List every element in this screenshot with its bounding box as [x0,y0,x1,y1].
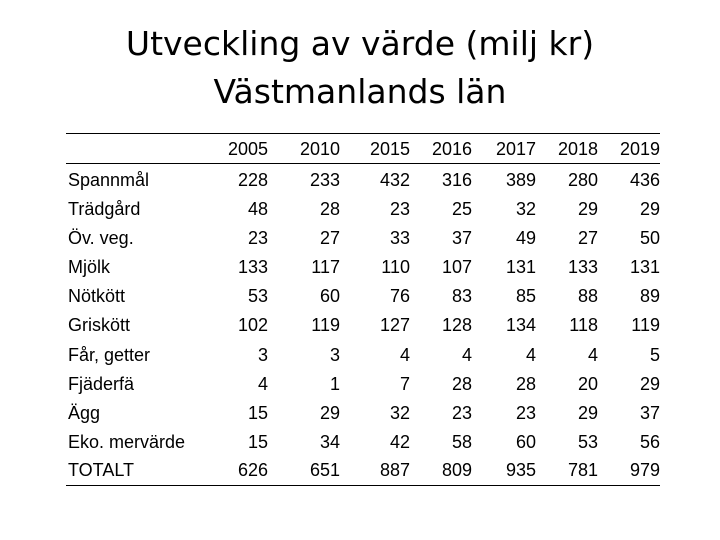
table-cell: 119 [631,315,660,335]
table-cell: 83 [451,286,472,306]
page-subtitle: Västmanlands län [213,72,507,111]
table-cell: 4 [525,345,536,365]
table-cell: 233 [309,170,340,190]
table-cell: 4 [257,374,268,394]
table-cell: 60 [319,286,340,306]
table-cell: 3 [257,345,268,365]
table-cell: 28 [451,374,472,394]
row-label: Eko. mervärde [68,432,186,452]
table-bottom-rule [66,485,660,486]
table-cell: 49 [515,228,536,248]
table-cell: 15 [247,403,268,423]
table-cell: 25 [451,199,472,219]
table-cell: 42 [389,432,410,452]
table-cell: 117 [311,257,340,277]
table-cell: 887 [379,460,410,480]
table-cell: 29 [639,374,660,394]
table-cell: 280 [567,170,598,190]
table-cell: 781 [567,460,598,480]
column-header-2017: 2017 [495,139,536,159]
table-cell: 29 [577,403,598,423]
table-cell: 23 [515,403,536,423]
table-cell: 131 [629,257,660,277]
table-cell: 128 [441,315,472,335]
column-header-2010: 2010 [299,139,340,159]
column-header-2016: 2016 [431,139,472,159]
table-cell: 27 [577,228,598,248]
table-cell: 651 [309,460,340,480]
table-cell: 60 [515,432,536,452]
table-cell: 20 [577,374,598,394]
table-cell: 85 [515,286,536,306]
table-cell: 626 [237,460,268,480]
row-label: Trädgård [68,199,141,219]
row-label: Mjölk [68,257,111,277]
table-cell: 76 [389,286,410,306]
table-cell: 34 [319,432,340,452]
table-cell: 127 [379,315,410,335]
table-header-rule [66,163,660,164]
row-label: Nötkött [68,286,126,306]
table-cell: 1 [329,374,340,394]
table-cell: 37 [639,403,660,423]
table-cell: 58 [451,432,472,452]
table-cell: 15 [247,432,268,452]
column-header-2015: 2015 [369,139,410,159]
table-cell: 32 [389,403,410,423]
table-cell: 3 [329,345,340,365]
table-cell: 89 [639,286,660,306]
row-label: TOTALT [68,460,135,480]
table-cell: 228 [237,170,268,190]
table-cell: 432 [379,170,410,190]
table-cell: 23 [389,199,410,219]
table-cell: 33 [389,228,410,248]
table-cell: 53 [577,432,598,452]
table-cell: 28 [515,374,536,394]
table-cell: 134 [505,315,536,335]
table-cell: 48 [247,199,268,219]
table-cell: 809 [441,460,472,480]
table-cell: 133 [237,257,268,277]
table-cell: 979 [629,460,660,480]
table-cell: 7 [399,374,410,394]
table-cell: 28 [319,199,340,219]
row-label: Spannmål [68,170,150,190]
table-cell: 4 [587,345,598,365]
table-cell: 110 [381,257,410,277]
column-header-2019: 2019 [619,139,660,159]
table-cell: 316 [441,170,472,190]
row-label: Griskött [68,315,131,335]
column-header-2005: 2005 [227,139,268,159]
table-cell: 118 [569,315,598,335]
table-top-rule [66,133,660,134]
row-label: Öv. veg. [68,228,134,248]
table-cell: 133 [567,257,598,277]
table-cell: 436 [629,170,660,190]
row-label: Fjäderfä [68,374,135,394]
table-cell: 32 [515,199,536,219]
table-cell: 131 [505,257,536,277]
table-cell: 56 [639,432,660,452]
table-cell: 50 [639,228,660,248]
table-cell: 5 [649,345,660,365]
table-cell: 29 [577,199,598,219]
table-cell: 23 [451,403,472,423]
table-cell: 4 [399,345,410,365]
table-cell: 119 [311,315,340,335]
column-header-2018: 2018 [557,139,598,159]
page-title: Utveckling av värde (milj kr) [125,24,595,63]
table-cell: 37 [451,228,472,248]
table-cell: 935 [505,460,536,480]
table-cell: 23 [247,228,268,248]
row-label: Får, getter [68,345,151,365]
table-cell: 389 [505,170,536,190]
row-label: Ägg [68,403,101,423]
table-cell: 4 [461,345,472,365]
table-cell: 88 [577,286,598,306]
table-cell: 27 [319,228,340,248]
table-cell: 102 [237,315,268,335]
table-cell: 53 [247,286,268,306]
table-cell: 107 [441,257,472,277]
table-cell: 29 [639,199,660,219]
table-cell: 29 [319,403,340,423]
